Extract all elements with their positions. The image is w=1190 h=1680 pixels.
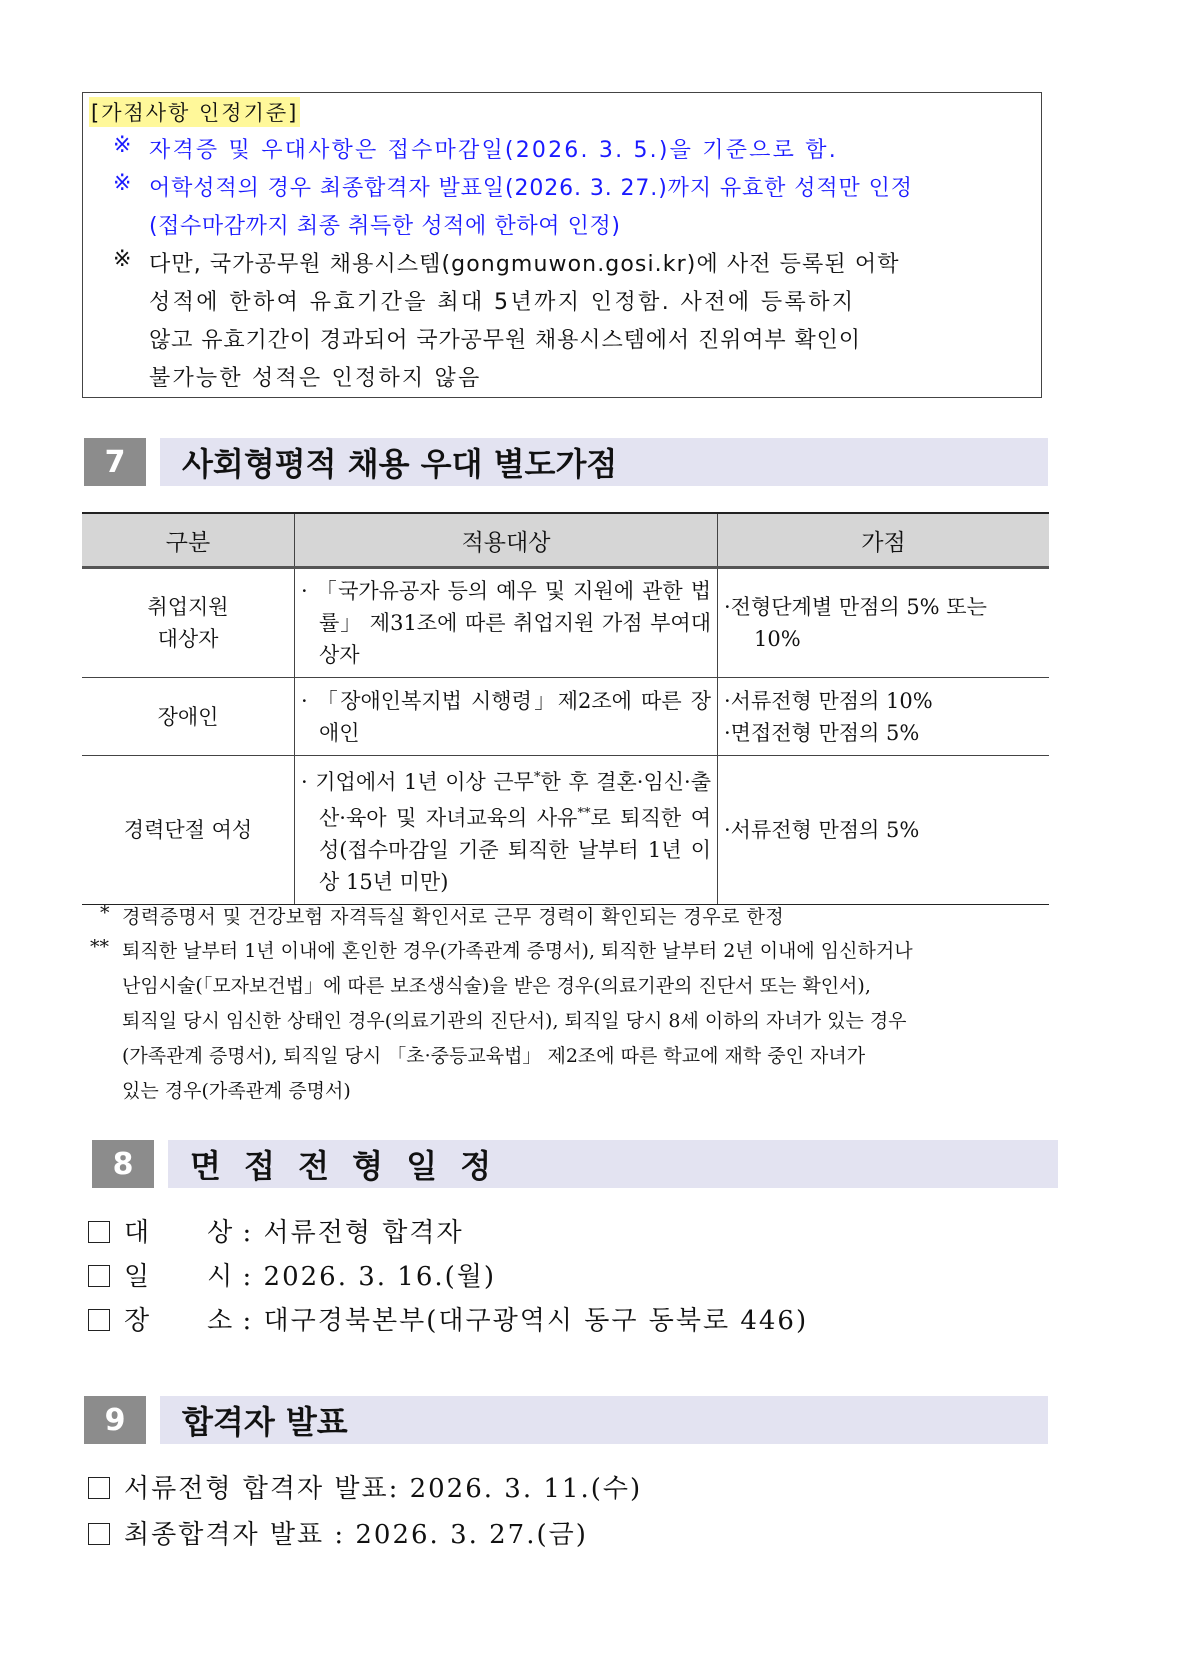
target-text-part: 로 퇴직한 여성(접수마감일 기준 퇴직한 날부터 1년 이상 15년 미만): [319, 806, 711, 894]
row-bonus: [718, 678, 1050, 756]
final-result-announcement: [88, 1514, 588, 1551]
bonus-line: 10%: [754, 627, 801, 651]
target-text: [301, 762, 711, 898]
table-row: [82, 756, 1049, 905]
row-target: [295, 678, 718, 756]
criteria-notice-box: [82, 92, 1042, 398]
item-label: 장 소: [124, 1306, 235, 1336]
column-header-bonus: 가점: [718, 513, 1050, 568]
footnote-2-line: 있는 경우(가족관계 증명서): [122, 1080, 351, 1102]
target-text: · 「국가유공자 등의 예우 및 지원에 관한 법률」 제31조에 따른 취업지원 가점 부여대상자: [301, 579, 711, 667]
item-value: : 서류전형 합격자: [242, 1218, 464, 1248]
bonus-line: ·면접전형 만점의 5%: [724, 720, 920, 745]
footnote-1-mark: *: [100, 902, 110, 924]
notice-line-3: 다만, 국가공무원 채용시스템(gongmuwon.gosi.kr)에 사전 등록된 어학: [149, 252, 900, 277]
table-row: [82, 568, 1049, 678]
interview-date-item: [88, 1256, 496, 1293]
section-8-title: 면 접 전 형 일 정: [168, 1140, 1058, 1188]
interview-place-item: [88, 1300, 808, 1337]
item-label: 대 상: [124, 1218, 235, 1248]
notice-line-3b: 성적에 한하여 유효기간을 최대 5년까지 인정함. 사전에 등록하지: [149, 290, 856, 315]
bonus-line: ·서류전형 만점의 5%: [724, 818, 920, 842]
column-header-target: 적용대상: [295, 513, 718, 568]
reference-mark: ※: [113, 133, 132, 158]
footnote-2-line: 퇴직일 당시 임신한 상태인 경우(의료기관의 진단서), 퇴직일 당시 8세 이하의 자녀가 있는 경우: [122, 1010, 907, 1032]
notice-line-2: 어학성적의 경우 최종합격자 발표일(2026. 3. 27.)까지 유효한 성적만 인정: [149, 176, 913, 201]
reference-mark: ※: [113, 171, 132, 196]
category-line: 경력단절 여성: [123, 818, 253, 842]
footnote-2-line: (가족관계 증명서), 퇴직일 당시 「초·중등교육법」 제2조에 따른 학교에 재학 중인 자녀가: [122, 1045, 866, 1067]
section-9-title: 합격자 발표: [160, 1396, 1048, 1444]
notice-line-2b: (접수마감까지 최종 취득한 성적에 한하여 인정): [149, 214, 621, 239]
table-row: [82, 678, 1049, 756]
column-header-category: 구분: [82, 513, 295, 568]
footnote-2-line: 퇴직한 날부터 1년 이내에 혼인한 경우(가족관계 증명서), 퇴직한 날부터 2년 이내에 임신하거나: [122, 940, 913, 962]
target-text-part: · 기업에서 1년 이상 근무: [301, 770, 534, 794]
document-result-announcement: [88, 1468, 642, 1505]
notice-line-1: 자격증 및 우대사항은 접수마감일(2026. 3. 5.)을 기준으로 함.: [149, 138, 838, 163]
row-category: [82, 756, 295, 905]
category-line: 취업지원: [147, 595, 229, 619]
social-equity-bonus-table: [82, 512, 1049, 905]
item-value: : 대구경북본부(대구광역시 동구 동북로 446): [242, 1306, 809, 1336]
table-header-row: [82, 513, 1049, 568]
section-8-number: 8: [92, 1140, 154, 1188]
category-line: 장애인: [157, 704, 219, 729]
item-label: 일 시: [124, 1262, 235, 1292]
row-bonus: [718, 568, 1050, 678]
interview-target-item: [88, 1212, 464, 1249]
footnote-1: 경력증명서 및 건강보험 자격득실 확인서로 근무 경력이 확인되는 경우로 한정: [122, 906, 785, 928]
footnote-ref: **: [577, 806, 591, 821]
footnote-2-mark: **: [90, 936, 109, 958]
checkbox-icon: [88, 1477, 110, 1499]
section-9-number: 9: [84, 1396, 146, 1444]
target-text-part: 한 후 결혼·임신·출산·육아 및 자녀교육의 사유: [319, 770, 711, 830]
section-7-number: 7: [84, 438, 146, 486]
checkbox-icon: [88, 1309, 110, 1331]
item-value: : 2026. 3. 16.(월): [242, 1262, 497, 1292]
row-target: [295, 568, 718, 678]
target-text: · 「장애인복지법 시행령」제2조에 따른 장애인: [301, 688, 711, 745]
category-line: 대상자: [157, 627, 219, 651]
bonus-line: ·전형단계별 만점의 5% 또는: [724, 595, 987, 619]
checkbox-icon: [88, 1523, 110, 1545]
item-text: 최종합격자 발표 : 2026. 3. 27.(금): [124, 1520, 588, 1550]
row-target: [295, 756, 718, 905]
checkbox-icon: [88, 1265, 110, 1287]
row-bonus: [718, 756, 1050, 905]
footnote-ref: *: [533, 770, 541, 785]
notice-line-3c: 않고 유효기간이 경과되어 국가공무원 채용시스템에서 진위여부 확인이: [149, 328, 861, 353]
bonus-line: ·서류전형 만점의 10%: [724, 688, 933, 713]
item-text: 서류전형 합격자 발표: 2026. 3. 11.(수): [124, 1474, 643, 1504]
footnote-2-line: 난임시술(「모자보건법」에 따른 보조생식술)을 받은 경우(의료기관의 진단서 또는 확인서),: [122, 975, 871, 997]
row-category: [82, 678, 295, 756]
checkbox-icon: [88, 1221, 110, 1243]
row-category: [82, 568, 295, 678]
section-7-title: 사회형평적 채용 우대 별도가점: [160, 438, 1048, 486]
notice-line-3d: 불가능한 성적은 인정하지 않음: [149, 366, 482, 391]
notice-title: [가점사항 인정기준]: [89, 97, 300, 127]
reference-mark: ※: [113, 247, 132, 272]
